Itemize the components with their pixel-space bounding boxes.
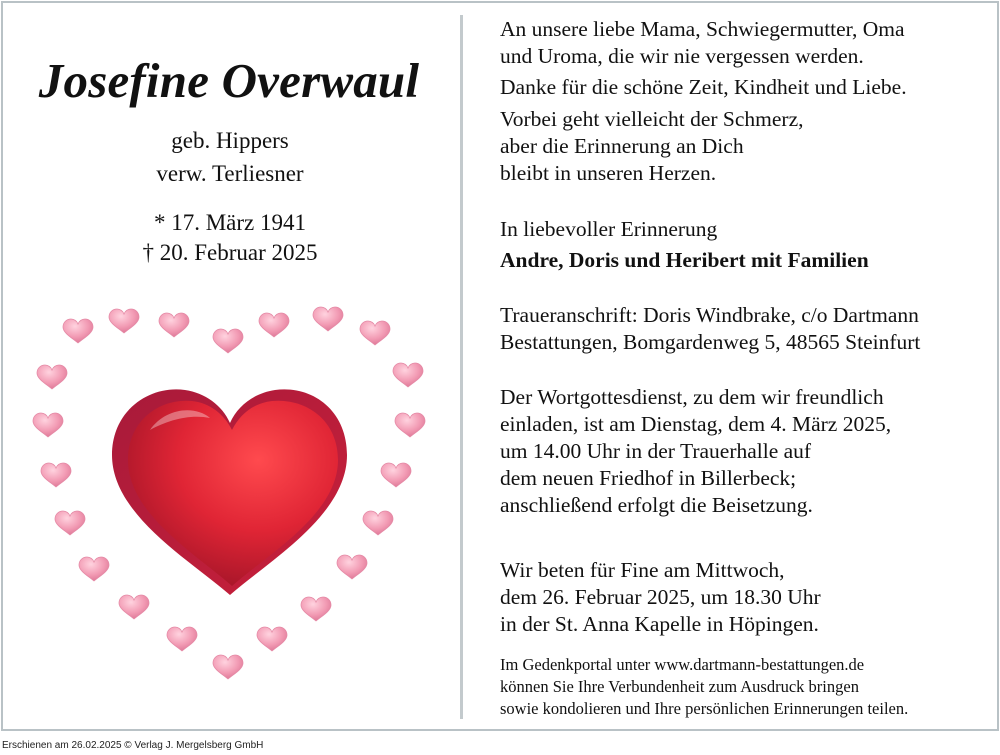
prayer-info: Wir beten für Fine am Mittwoch, dem 26. Februar 2025, um 18.30 Uhr in der St. Anna Kapelle in Höpingen. — [500, 558, 821, 636]
widowed-name: verw. Terliesner — [156, 161, 304, 186]
small-heart-icon — [119, 595, 149, 619]
small-heart-icon — [337, 555, 367, 579]
small-heart-icon — [159, 313, 189, 337]
small-heart-icon — [79, 557, 109, 581]
birth-name: geb. Hippers — [171, 128, 289, 153]
heart-icon — [112, 389, 347, 595]
birth-date: * 17. März 1941 — [153, 210, 307, 235]
heart-wreath — [0, 290, 460, 700]
memorial-verse: Vorbei geht vielleicht der Schmerz, aber die Erinnerung an Dich bleibt in unseren Herzen. — [500, 107, 804, 185]
small-heart-icon — [41, 463, 71, 487]
signature-intro: In liebevoller Erinnerung — [500, 217, 718, 241]
memorial-portal-info: Im Gedenkportal unter www.dartmann-bestattungen.de können Sie Ihre Verbundenheit zum Ausdruck bringen sowie kondolieren und Ihre persönlichen Erinnerungen teilen. — [500, 655, 909, 718]
small-heart-icon — [301, 597, 331, 621]
small-heart-icon — [257, 627, 287, 651]
service-info: Der Wortgottesdienst, zu dem wir freundlich einladen, ist am Dienstag, dem 4. März 2025, um 14.00 Uhr in der Trauerhalle auf dem neuen Friedhof in Billerbeck; anschließend erfolgt die Beisetzung. — [500, 385, 892, 517]
small-heart-icon — [37, 365, 67, 389]
small-heart-icon — [381, 463, 411, 487]
small-heart-icon — [259, 313, 289, 337]
column-divider — [460, 15, 463, 719]
small-heart-icon — [313, 307, 343, 331]
small-heart-icon — [33, 413, 63, 437]
small-heart-icon — [360, 321, 390, 345]
small-heart-icon — [55, 511, 85, 535]
small-heart-icon — [167, 627, 197, 651]
small-heart-icon — [109, 309, 139, 333]
small-heart-icon — [213, 329, 243, 353]
small-heart-icon — [213, 655, 243, 679]
publication-footer: Erschienen am 26.02.2025 © Verlag J. Mergelsberg GmbH — [2, 740, 264, 751]
thanks-text: Danke für die schöne Zeit, Kindheit und Liebe. — [500, 75, 907, 99]
mourning-address: Traueranschrift: Doris Windbrake, c/o Dartmann Bestattungen, Bomgardenweg 5, 48565 Steinfurt — [500, 303, 921, 354]
dedication-text: An unsere liebe Mama, Schwiegermutter, Oma und Uroma, die wir nie vergessen werden. — [500, 17, 905, 68]
signers: Andre, Doris und Heribert mit Familien — [500, 248, 869, 272]
small-heart-icon — [393, 363, 423, 387]
death-date: † 20. Februar 2025 — [142, 240, 318, 265]
small-heart-icon — [395, 413, 425, 437]
small-heart-icon — [363, 511, 393, 535]
small-heart-icon — [63, 319, 93, 343]
deceased-name: Josefine Overwaul — [38, 53, 420, 108]
